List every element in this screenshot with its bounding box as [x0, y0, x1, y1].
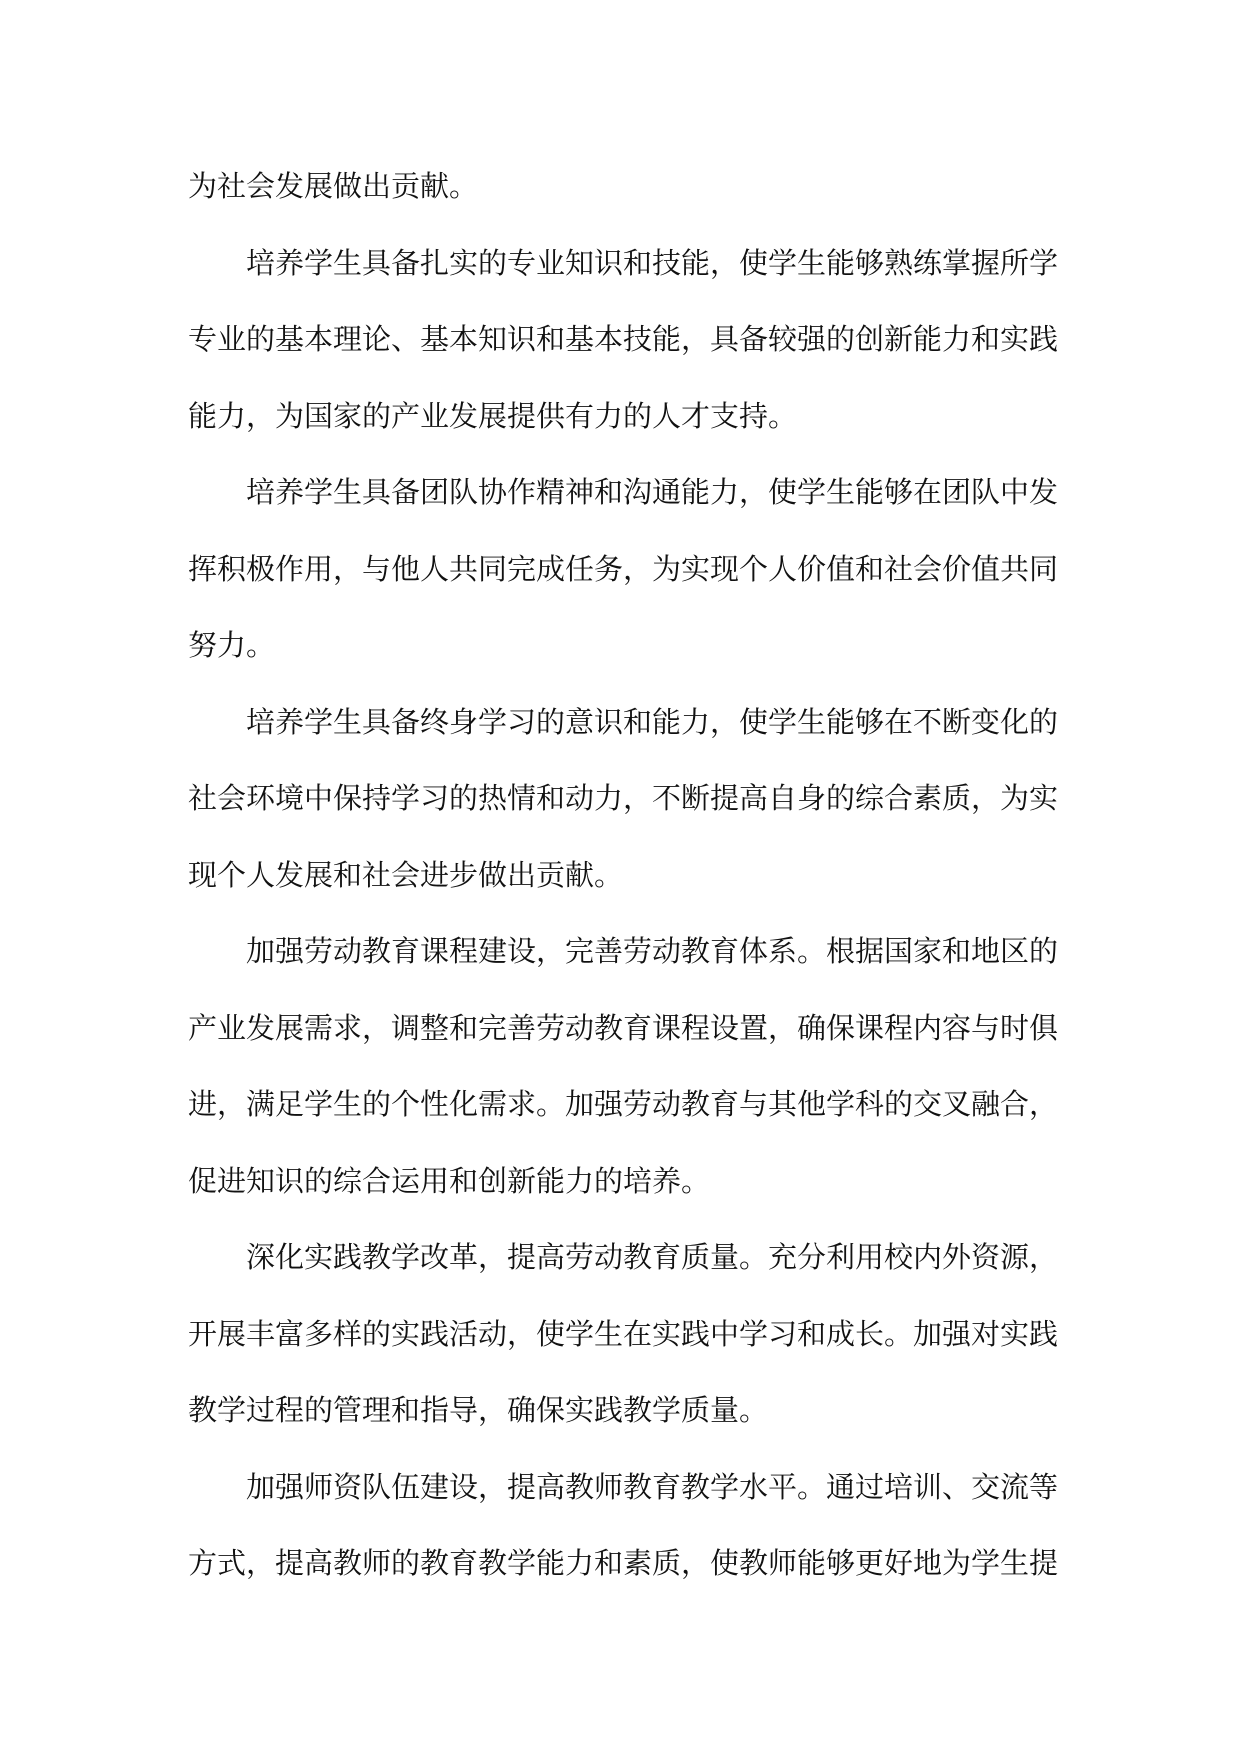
paragraph-first-line: 培养学生具备扎实的专业知识和技能，使学生能够熟练掌握所学: [246, 245, 1059, 280]
paragraph-first-line: 加强劳动教育课程建设，完善劳动教育体系。根据国家和地区的: [246, 934, 1059, 968]
text-line: 教学过程的管理和指导，确保实践教学质量。: [188, 1393, 769, 1427]
text-line: 产业发展需求，调整和完善劳动教育课程设置，确保课程内容与时俱: [188, 1010, 1059, 1045]
text-line: 努力。: [188, 628, 276, 662]
text-line: 挥积极作用，与他人共同完成任务，为实现个人价值和社会价值共同: [188, 551, 1059, 586]
document-body: [188, 148, 1058, 1602]
paragraph-first-line: 深化实践教学改革，提高劳动教育质量。充分利用校内外资源，: [246, 1240, 1059, 1274]
text-line: 为社会发展做出贡献。: [188, 169, 479, 203]
text-line: 能力，为国家的产业发展提供有力的人才支持。: [188, 398, 798, 433]
text-line: 促进知识的综合运用和创新能力的培养。: [188, 1163, 711, 1198]
text-line: 社会环境中保持学习的热情和动力，不断提高自身的综合素质，为实: [188, 781, 1059, 815]
paragraph-first-line: 培养学生具备终身学习的意识和能力，使学生能够在不断变化的: [246, 704, 1059, 739]
paragraph-first-line: 加强师资队伍建设，提高教师教育教学水平。通过培训、交流等: [246, 1469, 1059, 1504]
text-line: 专业的基本理论、基本知识和基本技能，具备较强的创新能力和实践: [188, 322, 1059, 356]
text-line: 方式，提高教师的教育教学能力和素质，使教师能够更好地为学生提: [188, 1546, 1059, 1580]
text-line: 进，满足学生的个性化需求。加强劳动教育与其他学科的交叉融合，: [188, 1087, 1059, 1121]
text-line: 开展丰富多样的实践活动，使学生在实践中学习和成长。加强对实践: [188, 1316, 1059, 1351]
paragraph-first-line: 培养学生具备团队协作精神和沟通能力，使学生能够在团队中发: [246, 475, 1059, 509]
text-line: 现个人发展和社会进步做出贡献。: [188, 857, 624, 892]
